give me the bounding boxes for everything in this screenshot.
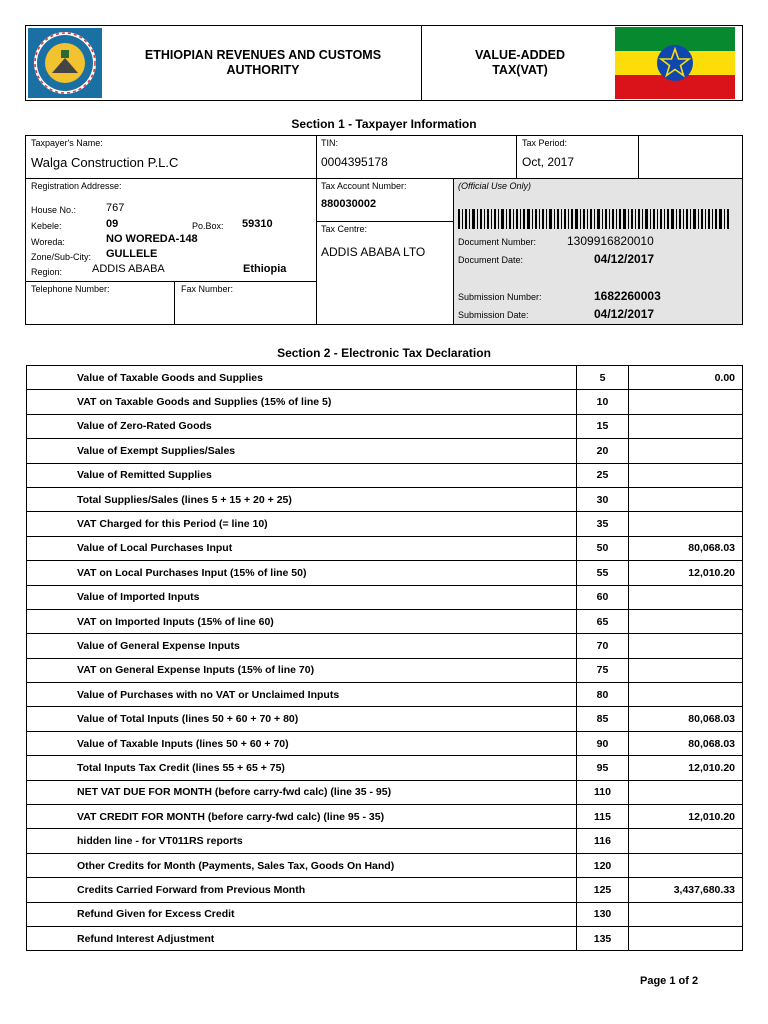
row-amount: 0.00 (629, 366, 743, 390)
tax-account-value: 880030002 (321, 198, 377, 210)
row-line-number: 75 (577, 658, 629, 682)
tax-period-value: Oct, 2017 (522, 155, 575, 169)
table-row (27, 366, 743, 390)
row-description: Total Inputs Tax Credit (lines 55 + 65 + 75) (27, 756, 577, 780)
document-date-value: 04/12/2017 (594, 252, 655, 266)
erca-seal-logo (28, 28, 102, 98)
row-description: VAT on Taxable Goods and Supplies (15% of line 5) (27, 390, 577, 414)
row-line-number: 70 (577, 634, 629, 658)
row-description: Refund Given for Excess Credit (27, 902, 577, 926)
table-row (27, 463, 743, 487)
table-row (27, 707, 743, 731)
table-row (27, 512, 743, 536)
document-barcode (458, 209, 730, 229)
document-number-label: Document Number: (458, 237, 537, 247)
row-amount: 12,010.20 (629, 561, 743, 585)
section1-title: Section 1 - Taxpayer Information (291, 117, 477, 131)
row-amount (629, 512, 743, 536)
row-description: VAT Charged for this Period (= line 10) (27, 512, 577, 536)
country-value: Ethiopia (243, 263, 287, 275)
official-use-label: (Official Use Only) (458, 181, 532, 191)
tin-label: TIN: (321, 138, 338, 148)
row-line-number: 115 (577, 805, 629, 829)
row-amount: 80,068.03 (629, 731, 743, 755)
house-no-label: House No.: (31, 205, 77, 215)
table-row (27, 634, 743, 658)
woreda-label: Woreda: (31, 237, 65, 247)
row-description: Value of Imported Inputs (27, 585, 577, 609)
table-row (27, 414, 743, 438)
row-description: VAT on Imported Inputs (15% of line 60) (27, 609, 577, 633)
submission-date-value: 04/12/2017 (594, 307, 655, 321)
tax-title-line2: TAX(VAT) (492, 63, 548, 77)
telephone-label: Telephone Number: (31, 284, 110, 294)
row-description: Other Credits for Month (Payments, Sales Tax, Goods On Hand) (27, 853, 577, 877)
zone-value: GULLELE (106, 248, 158, 260)
kebele-value: 09 (106, 218, 119, 230)
table-row (27, 683, 743, 707)
row-amount (629, 634, 743, 658)
fax-label: Fax Number: (181, 284, 234, 294)
tax-period-label: Tax Period: (522, 138, 568, 148)
row-line-number: 95 (577, 756, 629, 780)
row-amount (629, 926, 743, 950)
table-row (27, 487, 743, 511)
row-description: Value of Zero-Rated Goods (27, 414, 577, 438)
row-line-number: 85 (577, 707, 629, 731)
row-line-number: 20 (577, 439, 629, 463)
row-amount: 80,068.03 (629, 707, 743, 731)
row-amount (629, 463, 743, 487)
row-description: Value of Local Purchases Input (27, 536, 577, 560)
row-line-number: 25 (577, 463, 629, 487)
row-description: Total Supplies/Sales (lines 5 + 15 + 20 + 25) (27, 487, 577, 511)
tax-centre-value: ADDIS ABABA LTO (321, 245, 426, 259)
row-line-number: 125 (577, 878, 629, 902)
table-row (27, 756, 743, 780)
row-line-number: 110 (577, 780, 629, 804)
row-line-number: 55 (577, 561, 629, 585)
row-line-number: 116 (577, 829, 629, 853)
row-line-number: 10 (577, 390, 629, 414)
row-line-number: 15 (577, 414, 629, 438)
row-amount (629, 683, 743, 707)
row-line-number: 50 (577, 536, 629, 560)
row-amount (629, 414, 743, 438)
zone-label: Zone/Sub-City: (31, 252, 92, 262)
row-line-number: 135 (577, 926, 629, 950)
authority-name-line1: ETHIOPIAN REVENUES AND CUSTOMS (144, 48, 382, 62)
submission-date-label: Submission Date: (458, 310, 529, 320)
row-amount (629, 658, 743, 682)
row-amount: 80,068.03 (629, 536, 743, 560)
row-description: Value of General Expense Inputs (27, 634, 577, 658)
kebele-label: Kebele: (31, 221, 62, 231)
row-line-number: 80 (577, 683, 629, 707)
reg-address-label: Registration Addresse: (31, 181, 122, 191)
row-line-number: 35 (577, 512, 629, 536)
pobox-value: 59310 (242, 218, 273, 230)
row-description: Value of Purchases with no VAT or Unclaimed Inputs (27, 683, 577, 707)
table-row (27, 731, 743, 755)
row-amount (629, 902, 743, 926)
ethiopian-flag-icon (615, 27, 735, 99)
row-line-number: 130 (577, 902, 629, 926)
row-description: VAT on Local Purchases Input (15% of line 50) (27, 561, 577, 585)
table-row (27, 902, 743, 926)
document-number-value: 1309916820010 (567, 234, 654, 248)
submission-number-value: 1682260003 (594, 289, 661, 303)
woreda-value: NO WOREDA-148 (106, 233, 198, 245)
table-row (27, 439, 743, 463)
table-row (27, 585, 743, 609)
row-description: Value of Remitted Supplies (27, 463, 577, 487)
row-line-number: 60 (577, 585, 629, 609)
row-amount: 12,010.20 (629, 805, 743, 829)
row-amount (629, 585, 743, 609)
row-description: VAT CREDIT FOR MONTH (before carry-fwd calc) (line 95 - 35) (27, 805, 577, 829)
row-amount (629, 439, 743, 463)
tax-title-line1: VALUE-ADDED (474, 48, 566, 62)
submission-number-label: Submission Number: (458, 292, 542, 302)
tax-declaration-table (26, 365, 743, 951)
row-description: Value of Total Inputs (lines 50 + 60 + 70 + 80) (27, 707, 577, 731)
pobox-label: Po.Box: (192, 221, 224, 231)
row-amount (629, 390, 743, 414)
house-no-value: 767 (106, 202, 125, 214)
table-row (27, 853, 743, 877)
tax-account-label: Tax Account Number: (321, 181, 407, 191)
row-description: Refund Interest Adjustment (27, 926, 577, 950)
row-description: VAT on General Expense Inputs (15% of line 70) (27, 658, 577, 682)
row-amount: 12,010.20 (629, 756, 743, 780)
table-row (27, 926, 743, 950)
row-line-number: 5 (577, 366, 629, 390)
table-row (27, 536, 743, 560)
row-line-number: 65 (577, 609, 629, 633)
table-row (27, 561, 743, 585)
row-amount (629, 829, 743, 853)
row-amount (629, 487, 743, 511)
authority-name-line2: AUTHORITY (226, 63, 300, 77)
row-amount (629, 853, 743, 877)
row-description: NET VAT DUE FOR MONTH (before carry-fwd calc) (line 35 - 95) (27, 780, 577, 804)
table-row (27, 390, 743, 414)
row-amount (629, 780, 743, 804)
table-row (27, 658, 743, 682)
tax-centre-label: Tax Centre: (321, 224, 368, 234)
region-value: ADDIS ABABA (92, 263, 165, 275)
page-number: Page 1 of 2 (640, 975, 699, 987)
section2-title: Section 2 - Electronic Tax Declaration (277, 346, 491, 360)
row-line-number: 120 (577, 853, 629, 877)
region-label: Region: (31, 267, 63, 277)
table-row (27, 805, 743, 829)
row-amount (629, 609, 743, 633)
row-description: Value of Taxable Inputs (lines 50 + 60 + 70) (27, 731, 577, 755)
table-row (27, 878, 743, 902)
taxpayer-name-label: Taxpayer's Name: (31, 138, 103, 148)
row-description: Credits Carried Forward from Previous Month (27, 878, 577, 902)
document-date-label: Document Date: (458, 255, 524, 265)
tin-value: 0004395178 (321, 155, 388, 169)
row-amount: 3,437,680.33 (629, 878, 743, 902)
row-line-number: 30 (577, 487, 629, 511)
table-row (27, 829, 743, 853)
table-row (27, 780, 743, 804)
row-description: Value of Exempt Supplies/Sales (27, 439, 577, 463)
header-divider (421, 25, 422, 101)
table-row (27, 609, 743, 633)
row-description: hidden line - for VT011RS reports (27, 829, 577, 853)
taxpayer-name: Walga Construction P.L.C (31, 155, 179, 170)
row-line-number: 90 (577, 731, 629, 755)
row-description: Value of Taxable Goods and Supplies (27, 366, 577, 390)
